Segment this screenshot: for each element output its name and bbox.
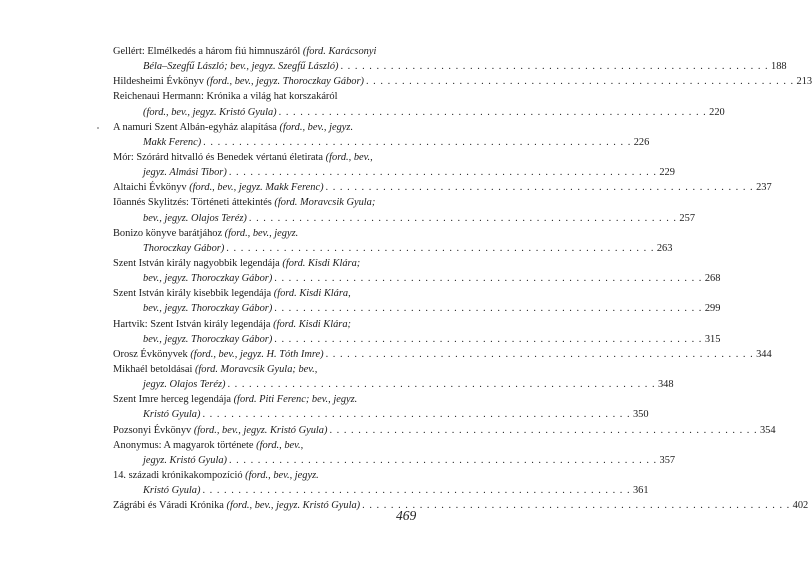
entry-credits: (ford. Kisdi Klára, xyxy=(273,288,351,300)
dot-leader xyxy=(227,377,655,392)
entry-page-number: 268 xyxy=(704,273,721,285)
toc-line xyxy=(113,211,696,226)
entry-title: Zágrábi és Váradi Krónika xyxy=(113,500,227,512)
entry-page-number: 402 xyxy=(792,500,809,512)
entry-title: Hartvik: Szent István király legendája xyxy=(113,318,274,330)
toc-line xyxy=(113,407,649,422)
entry-page-number: 348 xyxy=(657,379,674,391)
entry-title: 14. századi krónikakompozíció xyxy=(113,469,246,481)
toc-line xyxy=(113,362,415,377)
dot-leader xyxy=(203,135,631,150)
toc-line xyxy=(113,241,673,256)
toc-line xyxy=(113,59,787,74)
entry-credits: bev., jegyz. Thoroczkay Gábor) xyxy=(143,333,273,345)
entry-page-number: 315 xyxy=(704,333,721,345)
toc-line-text xyxy=(143,407,200,422)
toc-line xyxy=(113,453,676,468)
entry-credits: (ford. Moravcsik Gyula; xyxy=(274,197,376,209)
toc-entry xyxy=(113,44,787,74)
toc-entry xyxy=(113,286,721,316)
entry-page-number: 357 xyxy=(659,454,676,466)
toc-line xyxy=(113,438,415,453)
toc-entry xyxy=(113,256,721,286)
toc-line xyxy=(113,44,415,59)
entry-credits: (ford., bev., jegyz. Kristó Gyula) xyxy=(193,424,328,436)
toc-line-text xyxy=(143,483,200,498)
entry-title: Hildesheimi Évkönyv xyxy=(113,76,207,88)
toc-line xyxy=(113,332,721,347)
entry-credits: Béla–Szegfű László; bev., jegyz. Szegfű László) xyxy=(143,61,339,73)
toc-line xyxy=(113,226,415,241)
dot-leader xyxy=(366,74,794,89)
entry-page-number: 188 xyxy=(771,61,787,73)
toc-line xyxy=(113,392,415,407)
toc-line-text xyxy=(143,135,201,150)
toc-entry xyxy=(113,498,809,513)
toc-line-text xyxy=(113,423,327,438)
toc-line xyxy=(113,468,415,483)
dot-leader xyxy=(202,483,630,498)
toc-line xyxy=(113,271,721,286)
toc-line-text xyxy=(143,165,227,180)
dot-leader xyxy=(326,180,754,195)
entry-page-number: 213 xyxy=(796,76,812,88)
toc-line-text xyxy=(113,392,357,407)
entry-title: Mikhaél betoldásai xyxy=(113,363,195,375)
toc-entry xyxy=(113,89,725,119)
toc-line-text xyxy=(143,301,272,316)
entry-credits: Makk Ferenc) xyxy=(143,136,202,148)
entry-title: Altaichi Évkönyv xyxy=(113,182,190,194)
toc-line-text xyxy=(113,180,324,195)
entry-credits: (ford., bev., jegyz. H. Tóth Imre) xyxy=(190,348,324,360)
dot-leader xyxy=(279,105,707,120)
toc-line-text xyxy=(113,256,360,271)
entry-credits: (ford., bev., jegyz. xyxy=(279,121,354,133)
entry-credits: (ford. Piti Ferenc; bev., jegyz. xyxy=(233,394,358,406)
entry-page-number: 361 xyxy=(632,485,649,497)
entry-credits: jegyz. Kristó Gyula) xyxy=(143,454,227,466)
page-number: 469 xyxy=(396,508,417,523)
toc-line-text xyxy=(113,317,351,332)
table-of-contents xyxy=(113,44,812,513)
dot-leader xyxy=(274,332,702,347)
toc-line xyxy=(113,317,415,332)
entry-credits: (ford. Kisdi Klára; xyxy=(273,318,351,330)
toc-entry xyxy=(113,120,650,150)
toc-line xyxy=(113,498,809,513)
toc-line xyxy=(113,135,650,150)
entry-page-number: 220 xyxy=(709,106,725,118)
toc-entry xyxy=(113,195,696,225)
entry-credits: jegyz. Almási Tibor) xyxy=(143,167,227,179)
dot-leader xyxy=(274,301,702,316)
entry-page-number: 354 xyxy=(759,424,776,436)
dot-leader xyxy=(229,165,657,180)
toc-line-text xyxy=(143,271,272,286)
dot-leader xyxy=(249,211,677,226)
entry-credits: (ford., bev., xyxy=(256,439,304,451)
entry-title: Orosz Évkönyvek xyxy=(113,348,191,360)
toc-entry xyxy=(113,226,673,256)
dot-leader xyxy=(340,59,768,74)
entry-credits: (ford., bev., xyxy=(325,151,373,163)
entry-title: Szent István király nagyobbik legendája xyxy=(113,257,283,269)
toc-line-text xyxy=(143,105,277,120)
entry-credits: (ford. Kisdi Klára; xyxy=(282,257,361,269)
toc-entry xyxy=(113,74,812,89)
toc-line-text xyxy=(113,498,360,513)
toc-line-text xyxy=(143,377,225,392)
entry-title: Anonymus: A magyarok története xyxy=(113,439,257,451)
entry-title: Szent Imre herceg legendája xyxy=(113,394,234,406)
toc-line-text xyxy=(143,332,272,347)
toc-line-text xyxy=(143,211,247,226)
toc-line xyxy=(113,89,415,104)
toc-line-text xyxy=(113,150,373,165)
entry-credits: (ford. Karácsonyi xyxy=(302,46,377,57)
toc-line-text xyxy=(113,347,324,362)
entry-page-number: 299 xyxy=(704,303,721,315)
toc-line-text xyxy=(113,468,319,483)
toc-line xyxy=(113,423,776,438)
entry-page-number: 229 xyxy=(659,167,675,179)
entry-title: Reichenaui Hermann: Krónika a világ hat korszakáról xyxy=(113,91,338,103)
toc-line xyxy=(113,150,415,165)
scan-speck xyxy=(97,127,99,129)
toc-entry xyxy=(113,438,676,468)
entry-page-number: 226 xyxy=(633,136,650,148)
toc-line xyxy=(113,256,415,271)
toc-line-text xyxy=(113,438,303,453)
dot-leader xyxy=(329,423,757,438)
entry-page-number: 257 xyxy=(679,212,696,224)
entry-title: Gellért: Elmélkedés a három fiú himnuszáról xyxy=(113,46,303,57)
toc-line-text xyxy=(113,89,337,104)
toc-line xyxy=(113,195,415,210)
entry-title: Bonizo könyve barátjához xyxy=(113,227,225,239)
toc-line xyxy=(113,286,415,301)
toc-line xyxy=(113,377,674,392)
toc-line-text xyxy=(113,362,317,377)
toc-line-text xyxy=(113,226,298,241)
toc-entry xyxy=(113,468,649,498)
toc-entry xyxy=(113,423,776,438)
toc-entry xyxy=(113,392,649,422)
toc-entry xyxy=(113,362,674,392)
entry-credits: Kristó Gyula) xyxy=(143,485,201,497)
toc-line xyxy=(113,180,772,195)
toc-line xyxy=(113,301,721,316)
entry-page-number: 263 xyxy=(656,242,673,254)
entry-credits: (ford., bev., jegyz. Kristó Gyula) xyxy=(143,106,277,118)
entry-title: Szent István király kisebbik legendája xyxy=(113,288,274,300)
entry-title: A namuri Szent Albán-egyház alapítása xyxy=(113,121,280,133)
entry-title: Iōannés Skylitzés: Történeti áttekintés xyxy=(113,197,275,209)
entry-credits: Thoroczkay Gábor) xyxy=(143,242,225,254)
entry-credits: Kristó Gyula) xyxy=(143,409,201,421)
toc-line xyxy=(113,347,772,362)
entry-credits: bev., jegyz. Olajos Teréz) xyxy=(143,212,247,224)
entry-title: Pozsonyi Évkönyv xyxy=(113,424,194,436)
dot-leader xyxy=(202,407,630,422)
entry-title: Mór: Szórárd hitvalló és Benedek vértanú életirata xyxy=(113,151,326,163)
toc-line xyxy=(113,74,812,89)
dot-leader xyxy=(229,453,657,468)
toc-line-text xyxy=(143,453,227,468)
toc-line-text xyxy=(143,59,338,74)
dot-leader xyxy=(326,347,754,362)
toc-line xyxy=(113,483,649,498)
entry-credits: (ford., bev., jegyz. xyxy=(224,227,299,239)
entry-credits: (ford., bev., jegyz. Kristó Gyula) xyxy=(226,500,361,512)
entry-page-number: 237 xyxy=(756,182,772,194)
dot-leader xyxy=(226,241,654,256)
toc-line xyxy=(113,120,415,135)
toc-entry xyxy=(113,180,772,195)
entry-credits: (ford., bev., jegyz. xyxy=(245,469,319,481)
dot-leader xyxy=(274,271,702,286)
toc-line-text xyxy=(143,241,224,256)
toc-entry xyxy=(113,347,772,362)
toc-line-text xyxy=(113,195,375,210)
entry-credits: bev., jegyz. Thoroczkay Gábor) xyxy=(143,273,273,285)
toc-line-text xyxy=(113,286,351,301)
entry-credits: (ford., bev., jegyz. Thoroczkay Gábor) xyxy=(206,76,364,88)
toc-line-text xyxy=(113,44,376,59)
entry-credits: bev., jegyz. Thoroczkay Gábor) xyxy=(143,303,273,315)
toc-entry xyxy=(113,317,721,347)
toc-line xyxy=(113,105,725,120)
entry-page-number: 350 xyxy=(632,409,649,421)
toc-entry xyxy=(113,150,675,180)
entry-credits: (ford. Moravcsik Gyula; bev., xyxy=(194,363,318,375)
toc-line-text xyxy=(113,120,353,135)
dot-leader xyxy=(362,498,790,513)
entry-page-number: 344 xyxy=(756,348,772,360)
entry-credits: jegyz. Olajos Teréz) xyxy=(143,379,226,391)
entry-credits: (ford., bev., jegyz. Makk Ferenc) xyxy=(189,182,324,194)
toc-line xyxy=(113,165,675,180)
toc-line-text xyxy=(113,74,364,89)
